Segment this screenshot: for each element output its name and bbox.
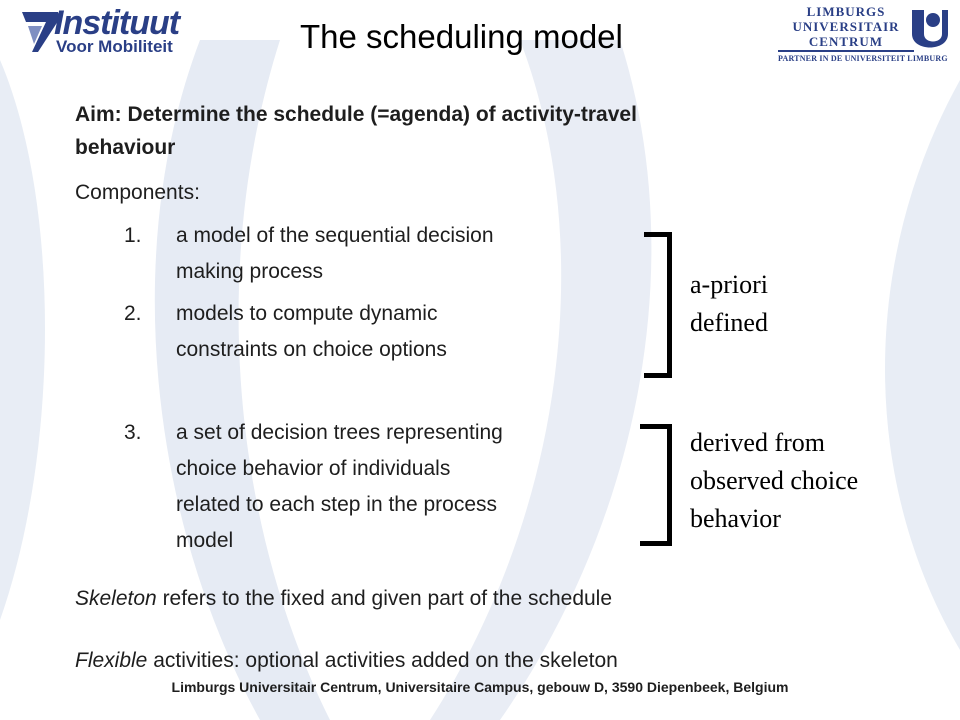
logo-rule	[778, 50, 914, 52]
item-line: model	[176, 529, 234, 552]
logo-wordmark: Instituut	[54, 4, 180, 42]
item-line: choice behavior of individuals	[176, 457, 451, 480]
list-item	[124, 218, 644, 290]
bracket-apriori	[644, 232, 672, 378]
logo-line-3: CENTRUM	[808, 34, 884, 49]
components-label: Components:	[75, 181, 200, 204]
item-number: 1.	[124, 224, 142, 247]
logo-line-1: LIMBURGS	[806, 4, 886, 19]
aim-line-2: behaviour	[75, 136, 176, 159]
flexible-definition	[75, 649, 618, 673]
skeleton-term: Skeleton	[75, 587, 157, 610]
luc-logo	[778, 4, 950, 68]
page-title: The scheduling model	[300, 18, 623, 55]
item-number: 3.	[124, 421, 142, 444]
flexible-term: Flexible	[75, 649, 148, 672]
aim-line-1: Aim: Determine the schedule (=agenda) of activity-travel	[75, 103, 637, 126]
item-line: making process	[176, 260, 324, 283]
logo-line-2: UNIVERSITAIR	[792, 19, 900, 34]
flexible-text: activities: optional activities added on the skeleton	[147, 649, 618, 672]
bracket-derived	[640, 424, 672, 546]
item-number: 2.	[124, 302, 142, 325]
logo-emblem-icon	[908, 6, 950, 50]
apriori-label: a-priori defined	[690, 270, 768, 337]
logo-tagline: PARTNER IN DE UNIVERSITEIT LIMBURG	[778, 54, 948, 63]
item-line: constraints on choice options	[176, 338, 447, 361]
item-line: a model of the sequential decision	[176, 224, 494, 247]
list-item	[124, 415, 644, 559]
instituut-logo	[20, 4, 210, 56]
derived-label: derived from observed choice behavior	[690, 428, 859, 533]
item-line: related to each step in the process	[176, 493, 498, 516]
skeleton-text: refers to the fixed and given part of the schedule	[156, 587, 613, 610]
skeleton-definition	[75, 587, 612, 611]
list-item	[124, 296, 644, 368]
item-line: a set of decision trees representing	[176, 421, 503, 444]
aim-statement	[75, 98, 875, 164]
item-line: models to compute dynamic	[176, 302, 438, 325]
footer-address: Limburgs Universitair Centrum, Universitaire Campus, gebouw D, 3590 Diepenbeek, Belgium	[171, 679, 789, 695]
logo-subtitle: Voor Mobiliteit	[56, 37, 173, 56]
